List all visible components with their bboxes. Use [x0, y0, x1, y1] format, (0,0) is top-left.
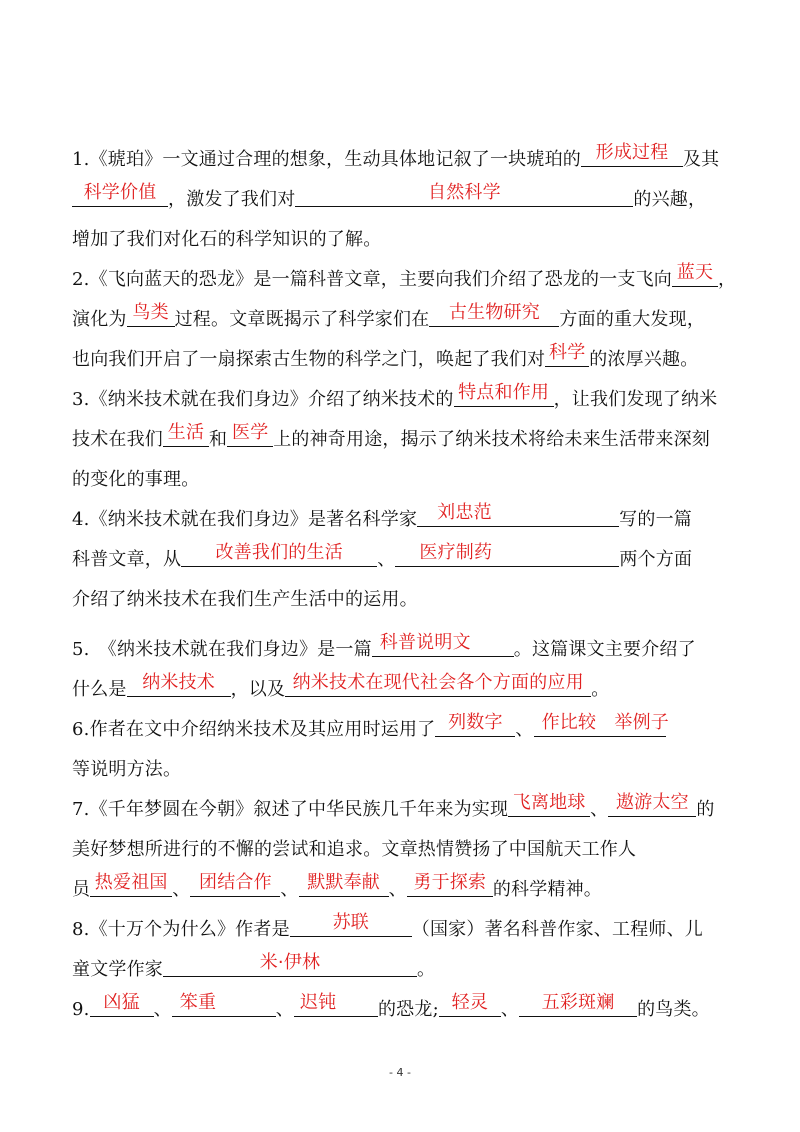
q1-answer-2: 科学价值 [83, 182, 157, 203]
q2-line-2 [72, 300, 732, 340]
q7-text: 7.《千年梦圆在今朝》叙述了中华民族几千年来为实现 [72, 799, 509, 820]
q2-line-3 [72, 340, 732, 380]
q4-blank-1 [417, 503, 619, 527]
q5-line-1 [72, 630, 732, 670]
page-number: - 4 - [389, 1066, 411, 1079]
q2-blank-2 [127, 303, 175, 327]
q6-line-1 [72, 710, 732, 750]
q3-answer-2: 生活 [167, 422, 205, 443]
q4-line-3 [72, 580, 732, 620]
q1-line-2 [72, 180, 732, 220]
q5-text: ，以及 [230, 679, 286, 700]
q3-answer-1: 特点和作用 [458, 382, 550, 403]
q5-answer-1: 科普说明文 [379, 632, 471, 653]
q8-answer-1: 苏联 [332, 912, 369, 933]
q9-blank-2 [172, 993, 276, 1017]
q8-blank-1 [290, 913, 412, 937]
q2-text: 过程。文章既揭示了科学家们在 [174, 309, 430, 330]
q3-blank-1 [454, 383, 554, 407]
q6-text: 6.作者在文中介绍纳米技术及其应用时运用了 [72, 719, 436, 740]
q5-text: 。 [591, 679, 610, 700]
q9-text: 、 [153, 999, 172, 1020]
q2-text: 2.《飞向蓝天的恐龙》是一篇科普文章，主要向我们介绍了恐龙的一支飞向 [72, 269, 672, 290]
q9-blank-1 [90, 993, 154, 1017]
q2-answer-2: 鸟类 [132, 302, 169, 323]
q6-blank-2 [534, 712, 669, 737]
q5-line-2 [72, 670, 732, 710]
q5-blank-1 [372, 633, 514, 657]
q6-text: 等说明方法。 [72, 759, 182, 780]
q3-line-3 [72, 460, 732, 500]
q1-text: 及其 [682, 149, 720, 170]
q7-answer-2: 遨游太空 [615, 792, 689, 813]
q9-answer-4: 轻灵 [451, 992, 489, 1013]
q3-text: ，让我们发现了纳米 [553, 389, 718, 410]
q3-text: 的变化的事理。 [72, 469, 200, 490]
q3-text: 3.《纳米技术就在我们身边》介绍了纳米技术的 [72, 389, 454, 410]
q9-blank-4 [439, 993, 501, 1017]
q5-blank-2 [127, 673, 231, 697]
q7-answer-5: 默默奉献 [307, 872, 381, 893]
q4-line-1 [72, 500, 732, 540]
q1-blank-1 [581, 143, 683, 167]
q6-text: 、 [515, 719, 534, 740]
q7-blank-1 [508, 793, 590, 817]
q2-blank-3 [429, 303, 559, 327]
q1-text: ，激发了我们对 [168, 189, 296, 210]
q1-text: 的兴趣， [633, 189, 707, 210]
q3-blank-3 [227, 423, 273, 447]
q4-text: 介绍了纳米技术在我们生产生活中的运用。 [72, 589, 418, 610]
q7-answer-4: 团结合作 [199, 872, 272, 893]
q3-text: 技术在我们 [72, 429, 163, 450]
q4-text: 科普文章，从 [72, 549, 182, 570]
q3-text: 和 [209, 429, 228, 450]
q7-text: 的科学精神。 [492, 879, 603, 900]
q5-text: 。这篇课文主要介绍了 [513, 639, 696, 660]
q4-text: 写的一篇 [619, 509, 692, 530]
q1-blank-3 [295, 183, 633, 207]
q9-answer-2: 笨重 [179, 992, 217, 1013]
q4-blank-2 [181, 543, 377, 567]
q1-line-3 [72, 220, 732, 260]
q8-text: 童文学作家 [72, 959, 163, 980]
q4-text: 、 [377, 549, 396, 570]
q5-text: 5. 《纳米技术就在我们身边》是一篇 [72, 639, 372, 660]
q1-text: 1.《琥珀》一文通过合理的想象，生动具体地记叙了一块琥珀的 [72, 149, 581, 170]
q5-text: 什么是 [72, 679, 127, 700]
q7-line-2 [72, 830, 732, 870]
q5-blank-3 [285, 673, 591, 697]
q9-answer-3: 迟钝 [299, 992, 337, 1013]
q4-answer-2: 改善我们的生活 [215, 542, 343, 563]
q7-text: 员 [72, 879, 91, 900]
q2-blank-1 [672, 263, 718, 287]
q2-blank-4 [545, 343, 589, 367]
q3-text: 上的神奇用途，揭示了纳米技术将给未来生活带来深刻 [273, 429, 711, 450]
q9-line-1 [72, 990, 732, 1030]
q8-line-2 [72, 950, 732, 990]
q7-text: 、 [590, 799, 609, 820]
q4-text: 4.《纳米技术就在我们身边》是著名科学家 [72, 509, 418, 530]
q3-line-2 [72, 420, 732, 460]
q8-line-1 [72, 910, 732, 950]
q3-answer-3: 医学 [232, 422, 269, 443]
q9-answer-1: 凶猛 [103, 992, 140, 1013]
q7-text: 、 [388, 879, 407, 900]
q7-line-3 [72, 870, 732, 910]
q1-blank-2 [72, 183, 168, 207]
q8-text: 。 [417, 959, 436, 980]
q3-line-1 [72, 380, 732, 420]
q2-answer-3: 古生物研究 [448, 302, 540, 323]
q6-blank-1 [435, 713, 515, 737]
q7-text: 的 [696, 799, 715, 820]
q2-answer-4: 科学 [549, 342, 586, 363]
q7-blank-6 [407, 873, 493, 897]
q7-answer-6: 勇于探索 [413, 872, 487, 893]
q9-answer-5: 五彩斑斓 [541, 992, 615, 1013]
q1-answer-3: 自然科学 [428, 182, 501, 203]
q7-answer-3: 热爱祖国 [94, 872, 168, 893]
q1-answer-1: 形成过程 [595, 142, 669, 163]
q7-text: 、 [172, 879, 191, 900]
question-list [72, 140, 737, 1030]
q6-line-2 [72, 750, 732, 790]
q2-text: 的浓厚兴趣。 [589, 349, 699, 370]
q9-text: 、 [275, 999, 294, 1020]
q2-line-1 [72, 260, 737, 300]
q9-text: 的恐龙; [377, 999, 439, 1020]
q5-answer-3: 纳米技术在现代社会各个方面的应用 [292, 672, 584, 693]
q2-text: 演化为 [72, 309, 127, 330]
q7-blank-4 [190, 873, 280, 897]
q2-answer-1: 蓝天 [676, 262, 714, 283]
q2-text: 方面的重大发现， [559, 309, 706, 330]
q7-blank-3 [90, 873, 172, 897]
q7-blank-2 [608, 793, 696, 817]
q8-answer-2: 米·伊林 [259, 952, 321, 973]
q1-text: 增加了我们对化石的科学知识的了解。 [72, 229, 382, 250]
q1-line-1 [72, 140, 732, 180]
q8-text: 8.《十万个为什么》作者是 [72, 919, 290, 940]
q6-answer-2: 作比较 举例子 [541, 712, 669, 733]
q9-blank-5 [519, 993, 637, 1017]
q3-blank-2 [163, 423, 209, 447]
q6-answer-1: 列数字 [448, 712, 503, 733]
q4-answer-3: 医疗制药 [419, 542, 493, 563]
q5-answer-2: 纳米技术 [142, 672, 216, 693]
q9-blank-3 [294, 993, 378, 1017]
q7-line-1 [72, 790, 732, 830]
q4-answer-1: 刘忠范 [437, 502, 492, 523]
q9-text: 9. [72, 999, 90, 1020]
q9-text: 、 [500, 999, 520, 1020]
q7-blank-5 [299, 873, 389, 897]
q4-line-2 [72, 540, 732, 580]
q7-text: 美好梦想所进行的不懈的尝试和追求。文章热情赞扬了中国航天工作人 [72, 839, 637, 860]
q4-text: 两个方面 [619, 549, 693, 570]
q7-answer-1: 飞离地球 [512, 792, 586, 813]
q8-blank-2 [163, 953, 417, 977]
q9-text: 的鸟类。 [637, 999, 710, 1020]
q8-text: （国家）著名科普作家、工程师、儿 [411, 919, 703, 940]
q4-blank-3 [395, 543, 619, 567]
q2-text: 也向我们开启了一扇探索古生物的科学之门，唤起了我们对 [72, 349, 546, 370]
q7-text: 、 [280, 879, 299, 900]
q2-text: ， [717, 269, 737, 290]
